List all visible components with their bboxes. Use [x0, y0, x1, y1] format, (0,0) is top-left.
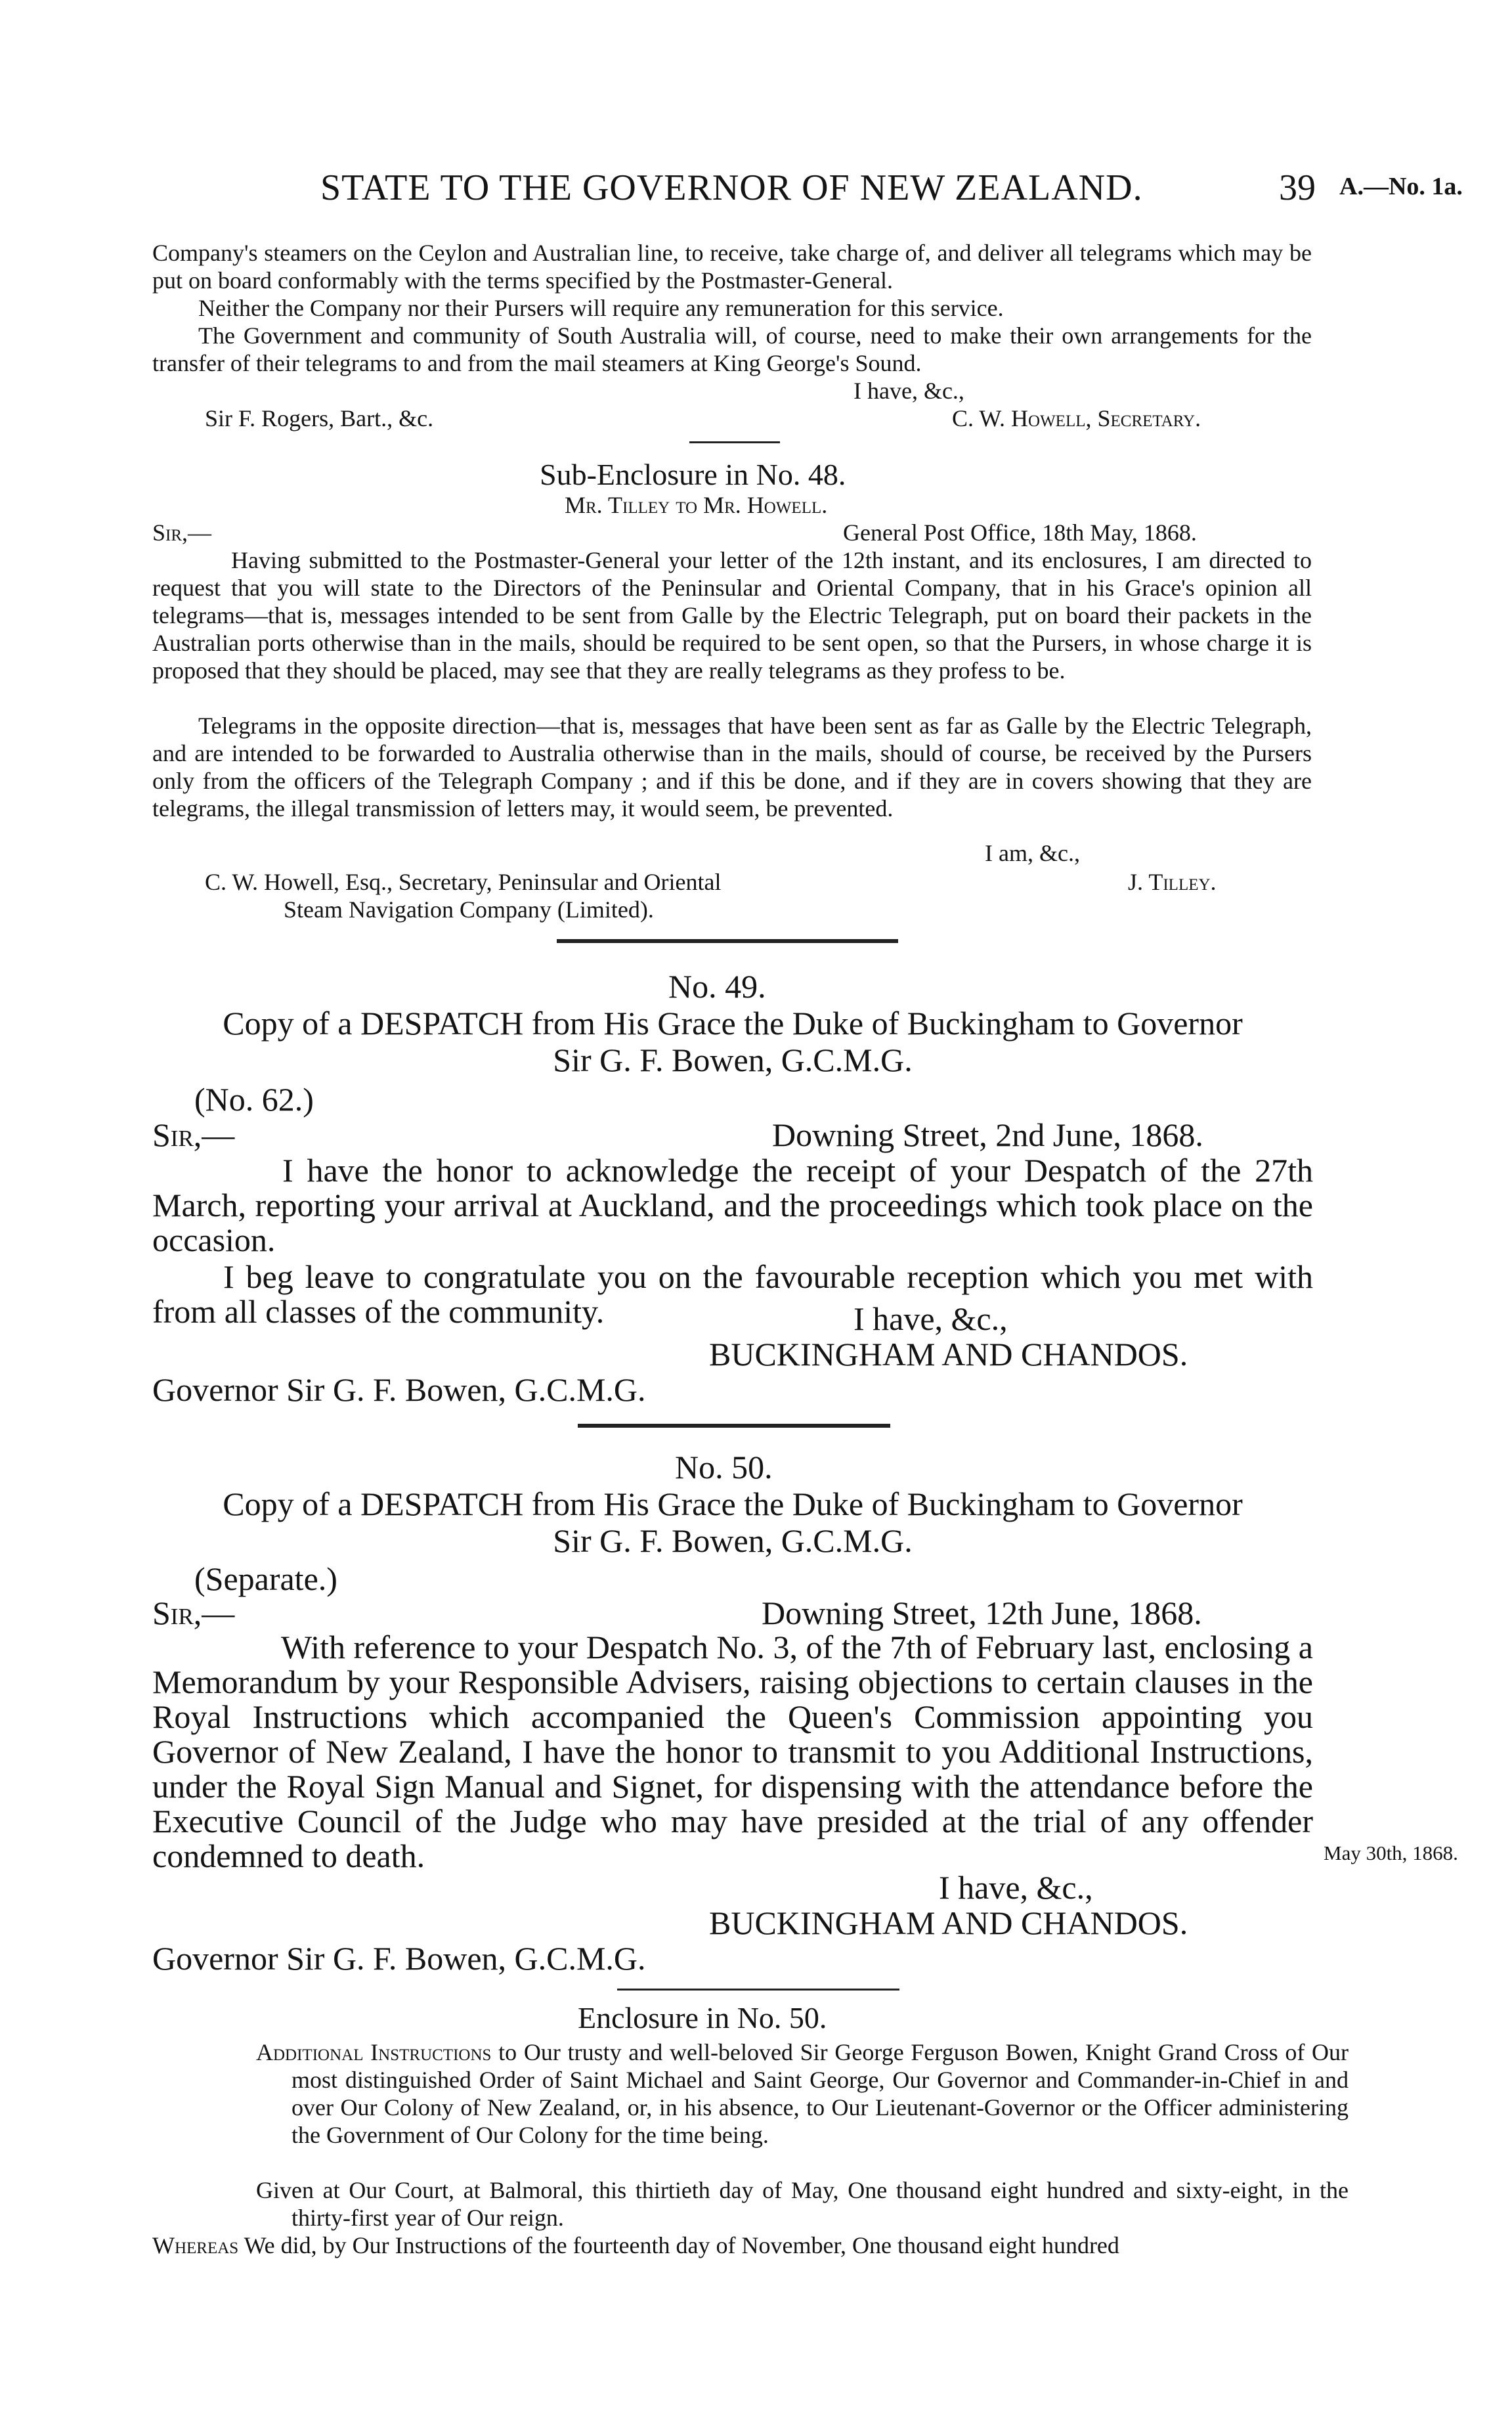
despatch49-ref: (No. 62.) — [194, 1081, 314, 1118]
sub-enclosure-salutation: Sir,— — [152, 519, 212, 546]
despatch50-place-date: Downing Street, 12th June, 1868. — [762, 1595, 1202, 1631]
sub-enclosure-place-date: General Post Office, 18th May, 1868. — [843, 519, 1197, 546]
despatch49-title-line1: Copy of a DESPATCH from His Grace the Duke of Buckingham to Governor — [223, 1005, 1243, 1042]
despatch49-addressee: Governor Sir G. F. Bowen, G.C.M.G. — [152, 1371, 646, 1408]
section-divider-2 — [578, 1424, 890, 1428]
despatch50-closing: I have, &c., — [939, 1869, 1093, 1906]
top-letter-para2: Neither the Company nor their Pursers will require any remuneration for this service. — [198, 295, 1004, 321]
despatch50-margin-note: May 30th, 1868. — [1324, 1841, 1458, 1864]
enclosure50-para3-text: We did, by Our Instructions of the fourteenth day of November, One thousand eight hundred — [244, 2232, 1119, 2258]
despatch49-salutation: Sir,— — [152, 1116, 235, 1153]
short-divider-2 — [617, 1989, 899, 1991]
despatch49-place-date: Downing Street, 2nd June, 1868. — [772, 1116, 1203, 1153]
despatch50-title-line1: Copy of a DESPATCH from His Grace the Duke of Buckingham to Governor — [223, 1485, 1243, 1522]
sub-enclosure-addressee-line1: C. W. Howell, Esq., Secretary, Peninsular and Oriental — [205, 869, 722, 895]
sub-enclosure-subheading: Mr. Tilley to Mr. Howell. — [565, 492, 828, 518]
enclosure50-para1-text: to Our trusty and well-beloved Sir George Ferguson Bowen, Knight Grand Cross of Our most distinguished Order of Saint Michael and Saint George, Our Governor and Commander-in-Chief in and over Our Colony of New Zealand, or, in his absence, to Our Lieutenant-Governor or the Officer administering the Government of Our Colony for the time being. — [292, 2039, 1349, 2148]
top-letter-addressee: Sir F. Rogers, Bart., &c. — [205, 405, 434, 431]
paper-reference: A.—No. 1a. — [1339, 173, 1463, 200]
despatch50-title-line2: Sir G. F. Bowen, G.C.M.G. — [553, 1522, 913, 1559]
page-number: 39 — [1279, 167, 1316, 208]
sub-enclosure-closing: I am, &c., — [985, 840, 1080, 866]
sub-enclosure-signature: J. Tilley. — [1128, 869, 1217, 895]
despatch49-para1: I have the honor to acknowledge the receipt of your Despatch of the 27th March, reporting your arrival at Auckland, and the proceedings which took place on the occasion. — [152, 1152, 1313, 1258]
despatch50-signature: BUCKINGHAM AND CHANDOS. — [709, 1904, 1188, 1941]
top-letter-signature: C. W. Howell, Secretary. — [952, 405, 1201, 431]
sub-enclosure-para1: Having submitted to the Postmaster-General your letter of the 12th instant, and its enclosures, I am directed to request that you will state to the Directors of the Peninsular and Oriental Company, that in his Grace's opinion all telegrams—that is, messages intended to be sent from Galle by the Electric Telegraph, put on board their packets in the Australian ports otherwise than in the mails, should be required to be sent open, so that the Pursers, in whose charge it is proposed that they should be placed, may see that they are really telegrams as they profess to be. — [152, 547, 1312, 684]
enclosure50-heading: Enclosure in No. 50. — [578, 2001, 827, 2035]
top-letter-para1: Company's steamers on the Ceylon and Australian line, to receive, take charge of, and deliver all telegrams which may be put on board conformably with the terms specified by the Postmaster-General. — [152, 240, 1312, 294]
despatch49-closing: I have, &c., — [853, 1300, 1008, 1337]
enclosure50-para3-lead: Whereas — [152, 2232, 239, 2258]
enclosure50-para1 — [256, 2038, 1349, 2149]
despatch50-para1: With reference to your Despatch No. 3, of the 7th of February last, enclosing a Memorandum by your Responsible Advisers, raising objections to certain clauses in the Royal Instructions which accompanied the Queen's Commission appointing you Governor of New Zealand, I have the honor to transmit to you Additional Instructions, under the Royal Sign Manual and Signet, for dispensing with the attendance before the Executive Council of the Judge who may have presided at the trial of any offender condemned to death. — [152, 1629, 1313, 1874]
despatch50-addressee: Governor Sir G. F. Bowen, G.C.M.G. — [152, 1940, 646, 1977]
sub-enclosure-addressee-line2: Steam Navigation Company (Limited). — [284, 896, 654, 923]
enclosure50-para1-lead: Additional Instructions — [256, 2039, 492, 2065]
despatch49-number: No. 49. — [668, 968, 766, 1005]
despatch49-signature: BUCKINGHAM AND CHANDOS. — [709, 1336, 1188, 1373]
sub-enclosure-heading: Sub-Enclosure in No. 48. — [540, 458, 846, 491]
section-divider-1 — [557, 939, 898, 943]
despatch49-title-line2: Sir G. F. Bowen, G.C.M.G. — [553, 1042, 913, 1078]
short-divider-1 — [689, 441, 780, 443]
despatch50-ref: (Separate.) — [194, 1560, 337, 1597]
top-letter-closing: I have, &c., — [853, 378, 964, 404]
despatch49-para2: I beg leave to congratulate you on the favourable reception which you met with from all classes of the community. — [152, 1258, 1313, 1330]
enclosure50-para3 — [152, 2232, 1313, 2259]
top-letter-para3: The Government and community of South Australia will, of course, need to make their own arrangements for the transfer of their telegrams to and from the mail steamers at King George's Sound. — [152, 322, 1312, 376]
despatch50-number: No. 50. — [675, 1449, 773, 1485]
enclosure50-para2: Given at Our Court, at Balmoral, this thirtieth day of May, One thousand eight hundred and sixty-eight, in the thirty-first year of Our reign. — [256, 2177, 1349, 2231]
sub-enclosure-para2: Telegrams in the opposite direction—that is, messages that have been sent as far as Galle by the Electric Telegraph, and are intended to be forwarded to Australia otherwise than in the mails, should of course, be received by the Pursers only from the officers of the Telegraph Company ; and if this be done, and if they are in covers showing that they are telegrams, the illegal transmission of letters may, it would seem, be prevented. — [152, 713, 1312, 822]
running-title: STATE TO THE GOVERNOR OF NEW ZEALAND. — [320, 167, 1143, 208]
despatch50-salutation: Sir,— — [152, 1595, 235, 1631]
